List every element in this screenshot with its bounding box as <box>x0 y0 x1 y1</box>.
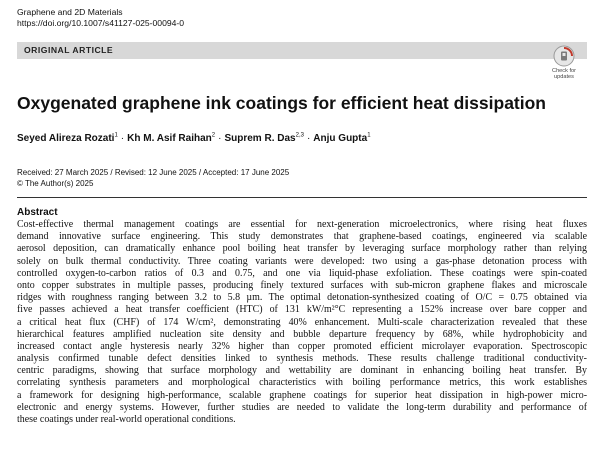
abstract-line: electronic and energy systems. However, further studies are needed to validate the long-term durability and performance of <box>17 401 587 413</box>
abstract-line: demand innovative surface engineering. This study demonstrates that graphene-based coatings, engineered via scalable <box>17 231 587 243</box>
abstract-line: increased contact angle hysteresis nearly 32% higher than copper promoted efficient microlayer evaporation. Spectroscopic <box>17 340 587 352</box>
abstract-line: correlating synthesis parameters and morphological characteristics with boiling performance metrics, this work establishes <box>17 377 587 389</box>
abstract-line: Cost-effective thermal management coatings are essential for next-generation microelectronics, where rising heat fluxes <box>17 219 587 230</box>
check-for-updates-icon <box>553 45 575 67</box>
article-type-label: ORIGINAL ARTICLE <box>24 45 114 55</box>
author-affiliation: 1 <box>367 132 371 139</box>
author-name[interactable]: Suprem R. Das <box>224 133 296 144</box>
abstract-heading: Abstract <box>17 207 58 218</box>
author-affiliation: 2,3 <box>295 132 304 139</box>
publication-dates <box>17 167 289 189</box>
author-list <box>17 133 371 144</box>
journal-name: Graphene and 2D Materials <box>17 7 123 17</box>
paper-title: Oxygenated graphene ink coatings for efficient heat dissipation <box>17 93 546 113</box>
history-dates: Received: 27 March 2025 / Revised: 12 June 2025 / Accepted: 17 June 2025 <box>17 168 290 177</box>
author-name[interactable]: Seyed Alireza Rozati <box>17 133 115 144</box>
check-for-updates-badge[interactable] <box>547 45 581 81</box>
badge-label: Check for updates <box>552 68 576 80</box>
author-affiliation: 1 <box>114 132 118 139</box>
abstract-line: a framework for designing high-performance, scalable graphene coatings for superior heat dissipation in high-power micro- <box>17 389 587 401</box>
doi-link[interactable]: https://doi.org/10.1007/s41127-025-00094-0 <box>17 18 185 28</box>
abstract-line: a critical heat flux (CHF) of 174 W/cm², demonstrating 40% enhancement. Multi-scale characterization revealed that these <box>17 316 587 328</box>
abstract-line: these coatings under real-world operational conditions. <box>17 414 236 425</box>
abstract-line: controlled oxygen-to-carbon ratios of 0.3 and 0.75, and one via liquid-phase exfoliation. These coatings were spin-coated <box>17 267 587 279</box>
article-type-bar <box>17 42 587 59</box>
abstract-line: aerosol deposition, can dramatically enhance pool boiling heat transfer by leveraging surface morphology rather than relying <box>17 243 587 255</box>
abstract-line: analysis confirmed tunable defect densities linked to synthesis methods. These results challenge traditional conductivity- <box>17 353 587 365</box>
author-name[interactable]: Kh M. Asif Raihan <box>127 133 212 144</box>
abstract-line: solely on bulk thermal conductivity. Three coating variants were developed: two using a gas-phase detonation process with <box>17 255 587 267</box>
abstract-body <box>17 219 587 426</box>
section-divider <box>17 197 587 198</box>
author-affiliation: 2 <box>211 132 216 139</box>
author-separator: · <box>306 133 311 144</box>
author-separator: · <box>218 133 222 144</box>
journal-header <box>17 7 184 29</box>
abstract-line: hierarchical features amplified nucleation site density and bubble departure frequency by 68%, while hydrophobicity and <box>17 328 587 340</box>
abstract-line: ridges with roughness ranging between 3.2 to 5.8 µm. The optimal detonation-synthesized coating of O/C = 0.75 obtained via <box>17 292 587 304</box>
author-name[interactable]: Anju Gupta <box>313 133 368 144</box>
copyright-line: © The Author(s) 2025 <box>17 179 94 188</box>
abstract-line: centric paradigms, showing that surface morphology and wettability are dominant in enhancing boiling heat transfer. By <box>17 365 587 377</box>
author-separator: · <box>120 133 125 144</box>
abstract-line: onto copper substrates in multiple passes, producing finely textured surfaces with sub-micron graphene flakes and microscale <box>17 279 587 291</box>
abstract-line: five passes achieved a heat transfer coefficient (HTC) of 131 kW/m²°C representing a 152% increase over bare copper and <box>17 304 587 316</box>
